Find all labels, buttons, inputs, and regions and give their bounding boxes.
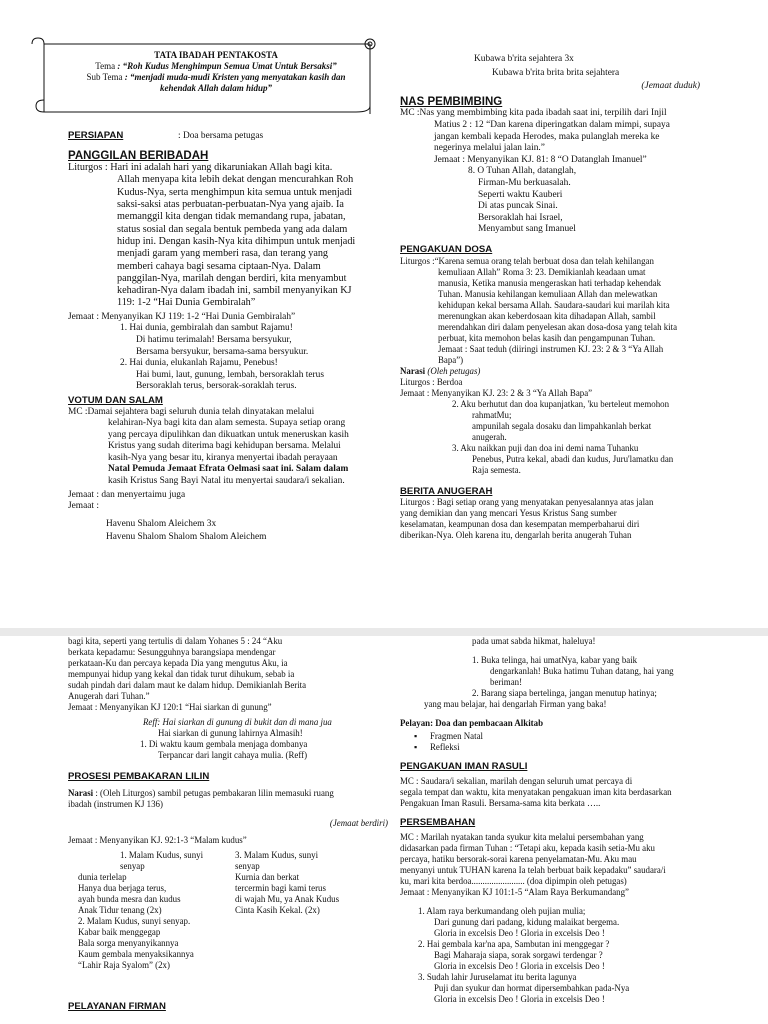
havenu-line1: Havenu Shalom Aleichem 3x [106, 518, 217, 529]
jemaat-kj23: Jemaat : Menyanyikan KJ. 23: 2 & 3 “Ya Allah Bapa” [400, 387, 593, 398]
jemaat-kj119: Jemaat : Menyanyikan KJ 119: 1-2 “Hai Dunia Gembiralah” [68, 311, 296, 322]
song-kj81: 8. O Tuhan Allah, datanglah, Firman-Mu berkuasalah. Seperti waktu Kauberi Di atas puncak Sinai. Bersoraklah hai Israel, Menyambut sang Imanuel [468, 166, 577, 235]
pengakuan-iman-heading: PENGAKUAN IMAN RASULI [400, 761, 528, 772]
persiapan-row [68, 124, 388, 143]
bullet-list [400, 731, 700, 753]
right-column-bottom [400, 636, 700, 1005]
list-item: ▪ Refleksi [430, 742, 700, 753]
narasi-row: Narasi (Oleh petugas) [400, 365, 481, 376]
havenu-line2: Havenu Shalom Shalom Shalom Aleichem [106, 532, 267, 543]
haleluya-line: pada umat sabda hikmat, haleluya! [472, 636, 596, 646]
pelayan-doa-alkitab: Pelayan: Doa dan pembacaan Alkitab [400, 718, 544, 728]
jemaat-kj81: Jemaat : Menyanyikan KJ. 81: 8 “O Datanglah Imanuel” [434, 154, 647, 165]
song-kj120: Reff: Hai siarkan di gunung di bukit dan di mana jua Hai siarkan di gunung lahirnya Almasih! 1. Di waktu kaum gembala menjaga dombanya Terpancar dari langit cahaya mulia. (Reff) [140, 717, 332, 760]
list-item: ▪ Fragmen Natal [430, 731, 700, 742]
berita-anugerah-continued: bagi kita, seperti yang tertulis di dalam Yohanes 5 : 24 “Aku berkata kepadamu: Sesungguhnya barangsiapa mendengar perkataan-Ku dan percaya kepada Dia yang mengutus Aku, ia mempunyai hidup yang kekal dan tidak turut dihukum, sebab ia sudah pindah dari dalam maut ke dalam hidup. Demikianlah Berita Anugerah dari Tuhan.” [68, 636, 307, 701]
narasi-prosesi: Narasi : (Oleh Liturgos) sambil petugas pembakaran lilin memasuki ruang [68, 788, 334, 798]
berita-anugerah-text: Liturgos : Bagi setiap orang yang menyatakan penyesalannya atas jalan yang demikian dan yang mencari Yesus Kristus Sang sumber keselamatan, keampunan dosa dan kesempatan memperbaharui diri diberikan-Nya. Oleh karena itu, dengarlah berita anugerah Tuhan [400, 497, 654, 541]
panggilan-heading: PANGGILAN BERIBADAH [68, 149, 209, 162]
jemaat-kj92: Jemaat : Menyanyikan KJ. 92:1-3 “Malam kudus” [68, 835, 247, 845]
banner-tema: Tema : “Roh Kudus Menghimpun Semua Umat Untuk Bersaksi” [95, 61, 337, 71]
prosesi-heading: PROSESI PEMBAKARAN LILIN [68, 771, 210, 782]
song-kj101: 1. Alam raya berkumandang oleh pujian mulia; Dari gunung dari padang, kidung malaikat bergema. Gloria in excelsis Deo ! Gloria in excelsis Deo ! 2. Hai gembala kar'na apa, Sambutan ini menggegar ? Bagi Maharaja siapa, sorak sorgawi terdengar ? Gloria in excelsis Deo ! Gloria in excelsis Deo ! 3. Sudah lahir Juruselamat itu berita lagunya Puji dan syukur dan hormat dipersembahkan pada-Nya Gloria in excelsis Deo ! Gloria in excelsis Deo ! [418, 906, 630, 1004]
song-kj119: 1. Hai dunia, gembiralah dan sambut Rajamu! Di hatimu terimalah! Bersama bersyukur, Bersama bersyukur, bersama-sama bersyukur. 2. Hai dunia, elukanlah Rajamu, Penebus! Hai bumi, laut, gunung, lembah, bersoraklah terus Bersoraklah terus, bersorak-soraklah terus. [120, 323, 324, 392]
right-column-top [400, 54, 700, 541]
page-bottom [0, 636, 768, 1024]
song-kj92-col1: 1. Malam Kudus, sunyi senyap dunia terlelap Hanya dua berjaga terus, ayah bunda mesra dan kudus Anak Tidur tenang (2x) 2. Malam Kudus, sunyi senyap. Kabar baik menggegap Bala sorga menyanyikannya Kaum gembala menyaksikannya “Lahir Raja Syalom” (2x) [78, 850, 204, 970]
banner-title: TATA IBADAH PENTAKOSTA [154, 50, 278, 60]
pengakuan-dosa-heading: PENGAKUAN DOSA [400, 243, 493, 255]
kubawa-line1: Kubawa b'rita sejahtera 3x [474, 54, 574, 64]
berita-anugerah-heading: BERITA ANUGERAH [400, 485, 493, 497]
liturgos-berdoa: Liturgos : Berdoa [400, 376, 463, 387]
jemaat-response: Jemaat : dan menyertaimu juga [68, 489, 186, 500]
nas-heading: NAS PEMBIMBING [400, 95, 503, 108]
nas-text: MC :Nas yang membimbing kita pada ibadah saat ini, terpilih dari Injil Matius 2 : 12 “Dan karena diperingatkan dalam mimpi, supaya jangan kembali kepada Herodes, maka pulanglah mereka ke negerinya melalui jalan lain.” [400, 108, 670, 154]
persembahan-heading: PERSEMBAHAN [400, 817, 476, 828]
persiapan-text: : Doa bersama petugas [178, 131, 264, 141]
persembahan-text: MC : Marilah nyatakan tanda syukur kita melalui persembahan yang didasarkan pada firman Tuhan : “Tetapi aku, kepada kasih setia-Mu aku percaya, hatiku bersorak-sorai karena penyelamatan-Mu. Aku mau menyanyi untuk TUHAN karena Ia telah berbuat baik kepadaku” saudara/i ku, mari kita berdoa........................ (doa dipimpin oleh petugas) [400, 832, 666, 886]
song-kj92 [68, 850, 388, 971]
pengakuan-dosa-text: Liturgos :“Karena semua orang telah berbuat dosa dan telah kehilangan kemuliaan Allah” Roma 3: 23. Demikianlah keadaan umat manusia, Ketika manusia mengeraskan hati terhadap kehendak Tuhan. Manusia kehilangan kemuliaan Allah dan melewatkan kehidupan kekal bersama Allah. Saudara-saudari kui marilah kita merenungkan akan keberdosaan kita dihadapan Allah, sambil merendahkan diri dalam penyelesan akan dosa-dosa yang telah kita perbuat, kita memohon belas kasih dan pengampunan Tuhan. Jemaat : Saat teduh (diiringi instrumen KJ. 23: 2 & 3 “Ya Allah Bapa”) [400, 255, 678, 365]
title-scroll-banner [30, 36, 380, 120]
left-column-top [68, 124, 388, 544]
song-kj23: 2. Aku berhutut dan doa kupanjatkan, 'ku berteleut memohon rahmatMu; ampunilah segala dosaku dan limpahkanlah berkat anugerah. 3. Aku naikkan puji dan doa ini demi nama Tuhanku Penebus, Putra kekal, abadi dan kudus, Juru'lamatku dan Raja semesta. [452, 398, 674, 475]
panggilan-text: Liturgos : Hari ini adalah hari yang dikaruniakan Allah bagi kita. Allah menyapa kita lebih dekat dengan mencurahkan Roh Kudus-Nya, serta menghimpun kita semua untuk menjadi saksi-saksi atas perbuatan-perbuatan-Nya yang ajaib. Ia memanggil kita dengan tidak memandang rupa, jabatan, status sosial dan segala bentuk pembeda yang ada dalam hidup ini. Dengan kasih-Nya kita dihimpun untuk menjadi menjadi garam yang memberi rasa, dan terang yang memberi cahaya bagi sesama ciptaan-Nya. Dalam panggilan-Nya, marilah dengan berdiri, kita menyambut kehadiran-Nya dalam ibadah ini, sambil menyanyikan KJ 119: 1-2 “Hai Dunia Gembiralah” [68, 162, 356, 309]
pengakuan-iman-text: MC : Saudara/i sekalian, marilah dengan seluruh umat percaya di segala tempat dan waktu, kita menyatakan pengakuan iman kita berdasarkan Pengakuan Iman Rasuli. Bersama-sama kita berkata ….. [400, 776, 672, 808]
song-kj92-col2: 3. Malam Kudus, sunyi senyap Kurnia dan berkat tercermin bagi kami terus di wajah Mu, ya Anak Kudus Cinta Kasih Kekal. (2x) [235, 850, 340, 915]
banner-subtema: Sub Tema : “menjadi muda-mudi Kristen yang menyatakan kasih dan [86, 72, 346, 82]
persiapan-heading: PERSIAPAN [68, 130, 124, 141]
jemaat-berdiri-note: (Jemaat berdiri) [329, 818, 388, 828]
jemaat-kj101: Jemaat : Menyanyikan KJ 101:1-5 “Alam Raya Berkumandang” [400, 887, 629, 897]
votum-text: MC :Damai sejahtera bagi seluruh dunia telah dinyatakan melalui kelahiran-Nya bagi kita dan alam semesta. Supaya setiap orang yang percaya dipulihkan dan dikuatkan untuk meneruskan kasih Kristus yang sudah diterima bagi kehidupan bersama. Melalui kasih-Nya yang besar itu, kiranya menyertai ibadah perayaan Natal Pemuda Jemaat Efrata Oelmasi saat ini. Salam dalam kasih Kristus Sang Bayi Natal itu menyertai saudara/i sekalian. [68, 406, 349, 487]
jemaat-kj120: Jemaat : Menyanyikan KJ 120:1 “Hai siarkan di gunung” [68, 702, 272, 712]
song-buka-telinga: 1. Buka telinga, hai umatNya, kabar yang baik dengarkanlah! Buka hatimu Tuhan datang, hai yang beriman! 2. Barang siapa bertelinga, jangan menutup hatinya; yang mau belajar, hai dengarlah Firman yang baka! [424, 655, 674, 709]
pelayanan-firman-heading: PELAYANAN FIRMAN [68, 1001, 166, 1012]
jemaat-duduk-note: (Jemaat duduk) [641, 81, 700, 92]
narasi-prosesi-line2: ibadah (instrumen KJ 136) [68, 799, 163, 809]
banner-subtema-line2: kehendak Allah dalam hidup” [160, 83, 272, 93]
kubawa-line2: Kubawa b'rita brita brita sejahtera [492, 67, 620, 78]
votum-heading: VOTUM DAN SALAM [68, 394, 163, 406]
jemaat-label: Jemaat : [68, 501, 99, 512]
left-column-bottom [68, 636, 388, 1012]
